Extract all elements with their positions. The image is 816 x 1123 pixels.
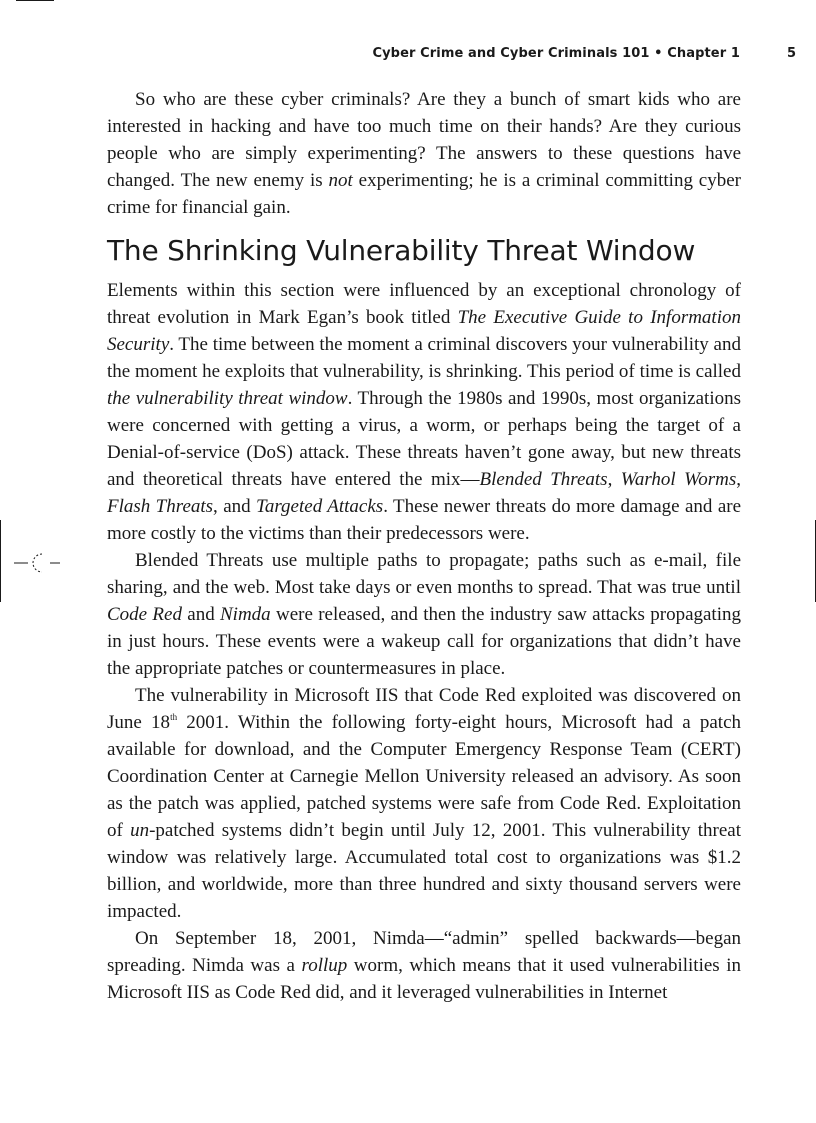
section-paragraph: The vulnerability in Microsoft IIS that Code Red exploited was discovered on June 18th 2001. Within the following forty-eight hours, Microsoft had a patch available for download, and the Computer Emergency Response Team (CERT) Coordination Center at Carnegie Mellon University released an advisory. As soon as the patch was applied, patched systems were safe from Code Red. Exploitation of un-patched systems didn’t begin until July 12, 2001. This vulnerability threat window was relatively large. Accumulated total cost to organizations was $1.2 billion, and worldwide, more than three hundred and sixty thousand servers were impacted. bbox=[107, 685, 742, 922]
section-heading: The Shrinking Vulnerability Threat Window bbox=[107, 234, 696, 267]
running-header: Cyber Crime and Cyber Criminals 101 • Chapter 1 bbox=[372, 46, 740, 61]
section-paragraph: On September 18, 2001, Nimda—“admin” spelled backwards—began spreading. Nimda was a rollup worm, which means that it used vulnerabilities in Microsoft IIS as Code Red did, and it leveraged vulnerabilities in Internet bbox=[107, 928, 742, 1003]
page-body bbox=[107, 86, 741, 1006]
registration-mark-icon bbox=[14, 551, 64, 575]
crop-mark-top bbox=[16, 0, 54, 1]
section-paragraph: Elements within this section were influenced by an exceptional chronology of threat evolution in Mark Egan’s book titled The Executive Guide to Information Security. The time between the moment a criminal discovers your vulnerability and the moment he exploits that vulnerability, is shrinking. This period of time is called the vulnerability threat window. Through the 1980s and 1990s, most organizations were concerned with getting a virus, a worm, or perhaps being the target of a Denial-of-service (DoS) attack. These threats haven’t gone away, but new threats and theoretical threats have entered the mix—Blended Threats, Warhol Worms, Flash Threats, and Targeted Attacks. These newer threats do more damage and are more costly to the victims than their predecessors were. bbox=[107, 280, 742, 544]
crop-mark-left bbox=[0, 520, 1, 602]
intro-paragraph: So who are these cyber criminals? Are they a bunch of smart kids who are interested in hacking and have too much time on their hands? Are they curious people who are simply experimenting? The answers to these questions have changed. The new enemy is not experimenting; he is a criminal committing cyber crime for financial gain. bbox=[107, 89, 742, 218]
section-paragraph: Blended Threats use multiple paths to propagate; paths such as e-mail, file sharing, and the web. Most take days or even months to spread. That was true until Code Red and Nimda were released, and then the industry saw attacks propagating in just hours. These events were a wakeup call for organizations that didn’t have the appropriate patches or countermeasures in place. bbox=[107, 550, 741, 679]
page-number: 5 bbox=[787, 46, 797, 61]
